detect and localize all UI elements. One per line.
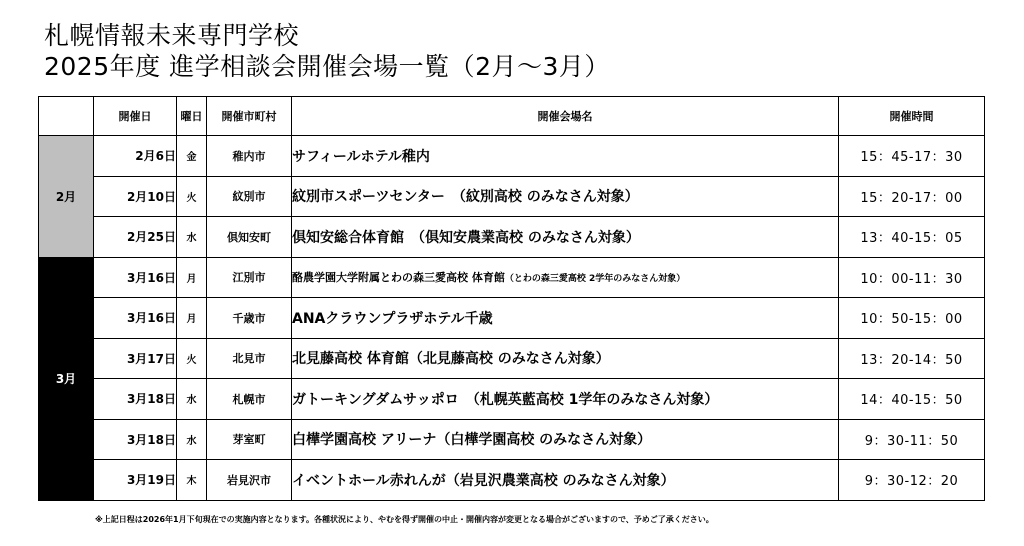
city-cell: 北見市 (207, 338, 292, 379)
date-cell: 3月18日 (94, 379, 177, 420)
venue-cell: ANAクラウンプラザホテル千歳 (292, 298, 839, 339)
month-cell-march: 3月 (39, 257, 94, 500)
venue-cell: 倶知安総合体育館 （倶知安農業高校 のみなさん対象） (292, 217, 839, 258)
title-school-name: 札幌情報未来専門学校 (44, 21, 300, 50)
city-cell: 芽室町 (207, 419, 292, 460)
dow-cell: 火 (177, 338, 207, 379)
header-dow: 曜日 (177, 97, 207, 136)
header-date: 開催日 (94, 97, 177, 136)
schedule-table (38, 96, 985, 501)
table-row (39, 419, 985, 460)
header-month (39, 97, 94, 136)
venue-cell: サフィールホテル稚内 (292, 136, 839, 177)
time-cell: 13：40-15：05 (839, 217, 985, 258)
dow-cell: 月 (177, 257, 207, 298)
dow-cell: 水 (177, 379, 207, 420)
venue-cell: 北見藤高校 体育館（北見藤高校 のみなさん対象） (292, 338, 839, 379)
table-row (39, 338, 985, 379)
time-cell: 13：20-14：50 (839, 338, 985, 379)
venue-cell: 白樺学園高校 アリーナ（白樺学園高校 のみなさん対象） (292, 419, 839, 460)
date-cell: 3月18日 (94, 419, 177, 460)
venue-cell: ガトーキングダムサッポロ （札幌英藍高校 1学年のみなさん対象） (292, 379, 839, 420)
date-cell: 3月19日 (94, 460, 177, 501)
city-cell: 岩見沢市 (207, 460, 292, 501)
time-cell: 10：00-11：30 (839, 257, 985, 298)
footnote: ※上記日程は2026年1月下旬現在での実施内容となります。各種状況により、やむを得ず開催の中止・開催内容が変更となる場合がございますので、予めご了承ください。 (95, 515, 714, 524)
date-cell: 3月16日 (94, 257, 177, 298)
venue-note: （とわの森三愛高校 2学年のみなさん対象） (504, 274, 686, 285)
header-time: 開催時間 (839, 97, 985, 136)
dow-cell: 木 (177, 460, 207, 501)
dow-cell: 水 (177, 217, 207, 258)
table-row (39, 257, 985, 298)
table-row (39, 136, 985, 177)
city-cell: 稚内市 (207, 136, 292, 177)
city-cell: 倶知安町 (207, 217, 292, 258)
city-cell: 紋別市 (207, 176, 292, 217)
time-cell: 10：50-15：00 (839, 298, 985, 339)
date-cell: 2月6日 (94, 136, 177, 177)
dow-cell: 月 (177, 298, 207, 339)
city-cell: 江別市 (207, 257, 292, 298)
header-city: 開催市町村 (207, 97, 292, 136)
table-header-row (39, 97, 985, 136)
table-row (39, 460, 985, 501)
page-title (44, 20, 610, 82)
table-row (39, 379, 985, 420)
date-cell: 3月16日 (94, 298, 177, 339)
time-cell: 9：30-11：50 (839, 419, 985, 460)
time-cell: 15：20-17：00 (839, 176, 985, 217)
dow-cell: 水 (177, 419, 207, 460)
venue-name: 酪農学園大学附属とわの森三愛高校 体育館 (292, 271, 505, 285)
venue-cell: 紋別市スポーツセンター （紋別高校 のみなさん対象） (292, 176, 839, 217)
city-cell: 千歳市 (207, 298, 292, 339)
dow-cell: 火 (177, 176, 207, 217)
time-cell: 9：30-12：20 (839, 460, 985, 501)
date-cell: 3月17日 (94, 338, 177, 379)
table-row (39, 298, 985, 339)
header-venue: 開催会場名 (292, 97, 839, 136)
table-row (39, 176, 985, 217)
date-cell: 2月10日 (94, 176, 177, 217)
time-cell: 15：45-17：30 (839, 136, 985, 177)
time-cell: 14：40-15：50 (839, 379, 985, 420)
dow-cell: 金 (177, 136, 207, 177)
table-row (39, 217, 985, 258)
city-cell: 札幌市 (207, 379, 292, 420)
date-cell: 2月25日 (94, 217, 177, 258)
month-cell-february: 2月 (39, 136, 94, 258)
title-event-name: 2025年度 進学相談会開催会場一覧（2月～3月） (44, 52, 610, 81)
venue-cell (292, 257, 839, 298)
venue-cell: イベントホール赤れんが（岩見沢農業高校 のみなさん対象） (292, 460, 839, 501)
